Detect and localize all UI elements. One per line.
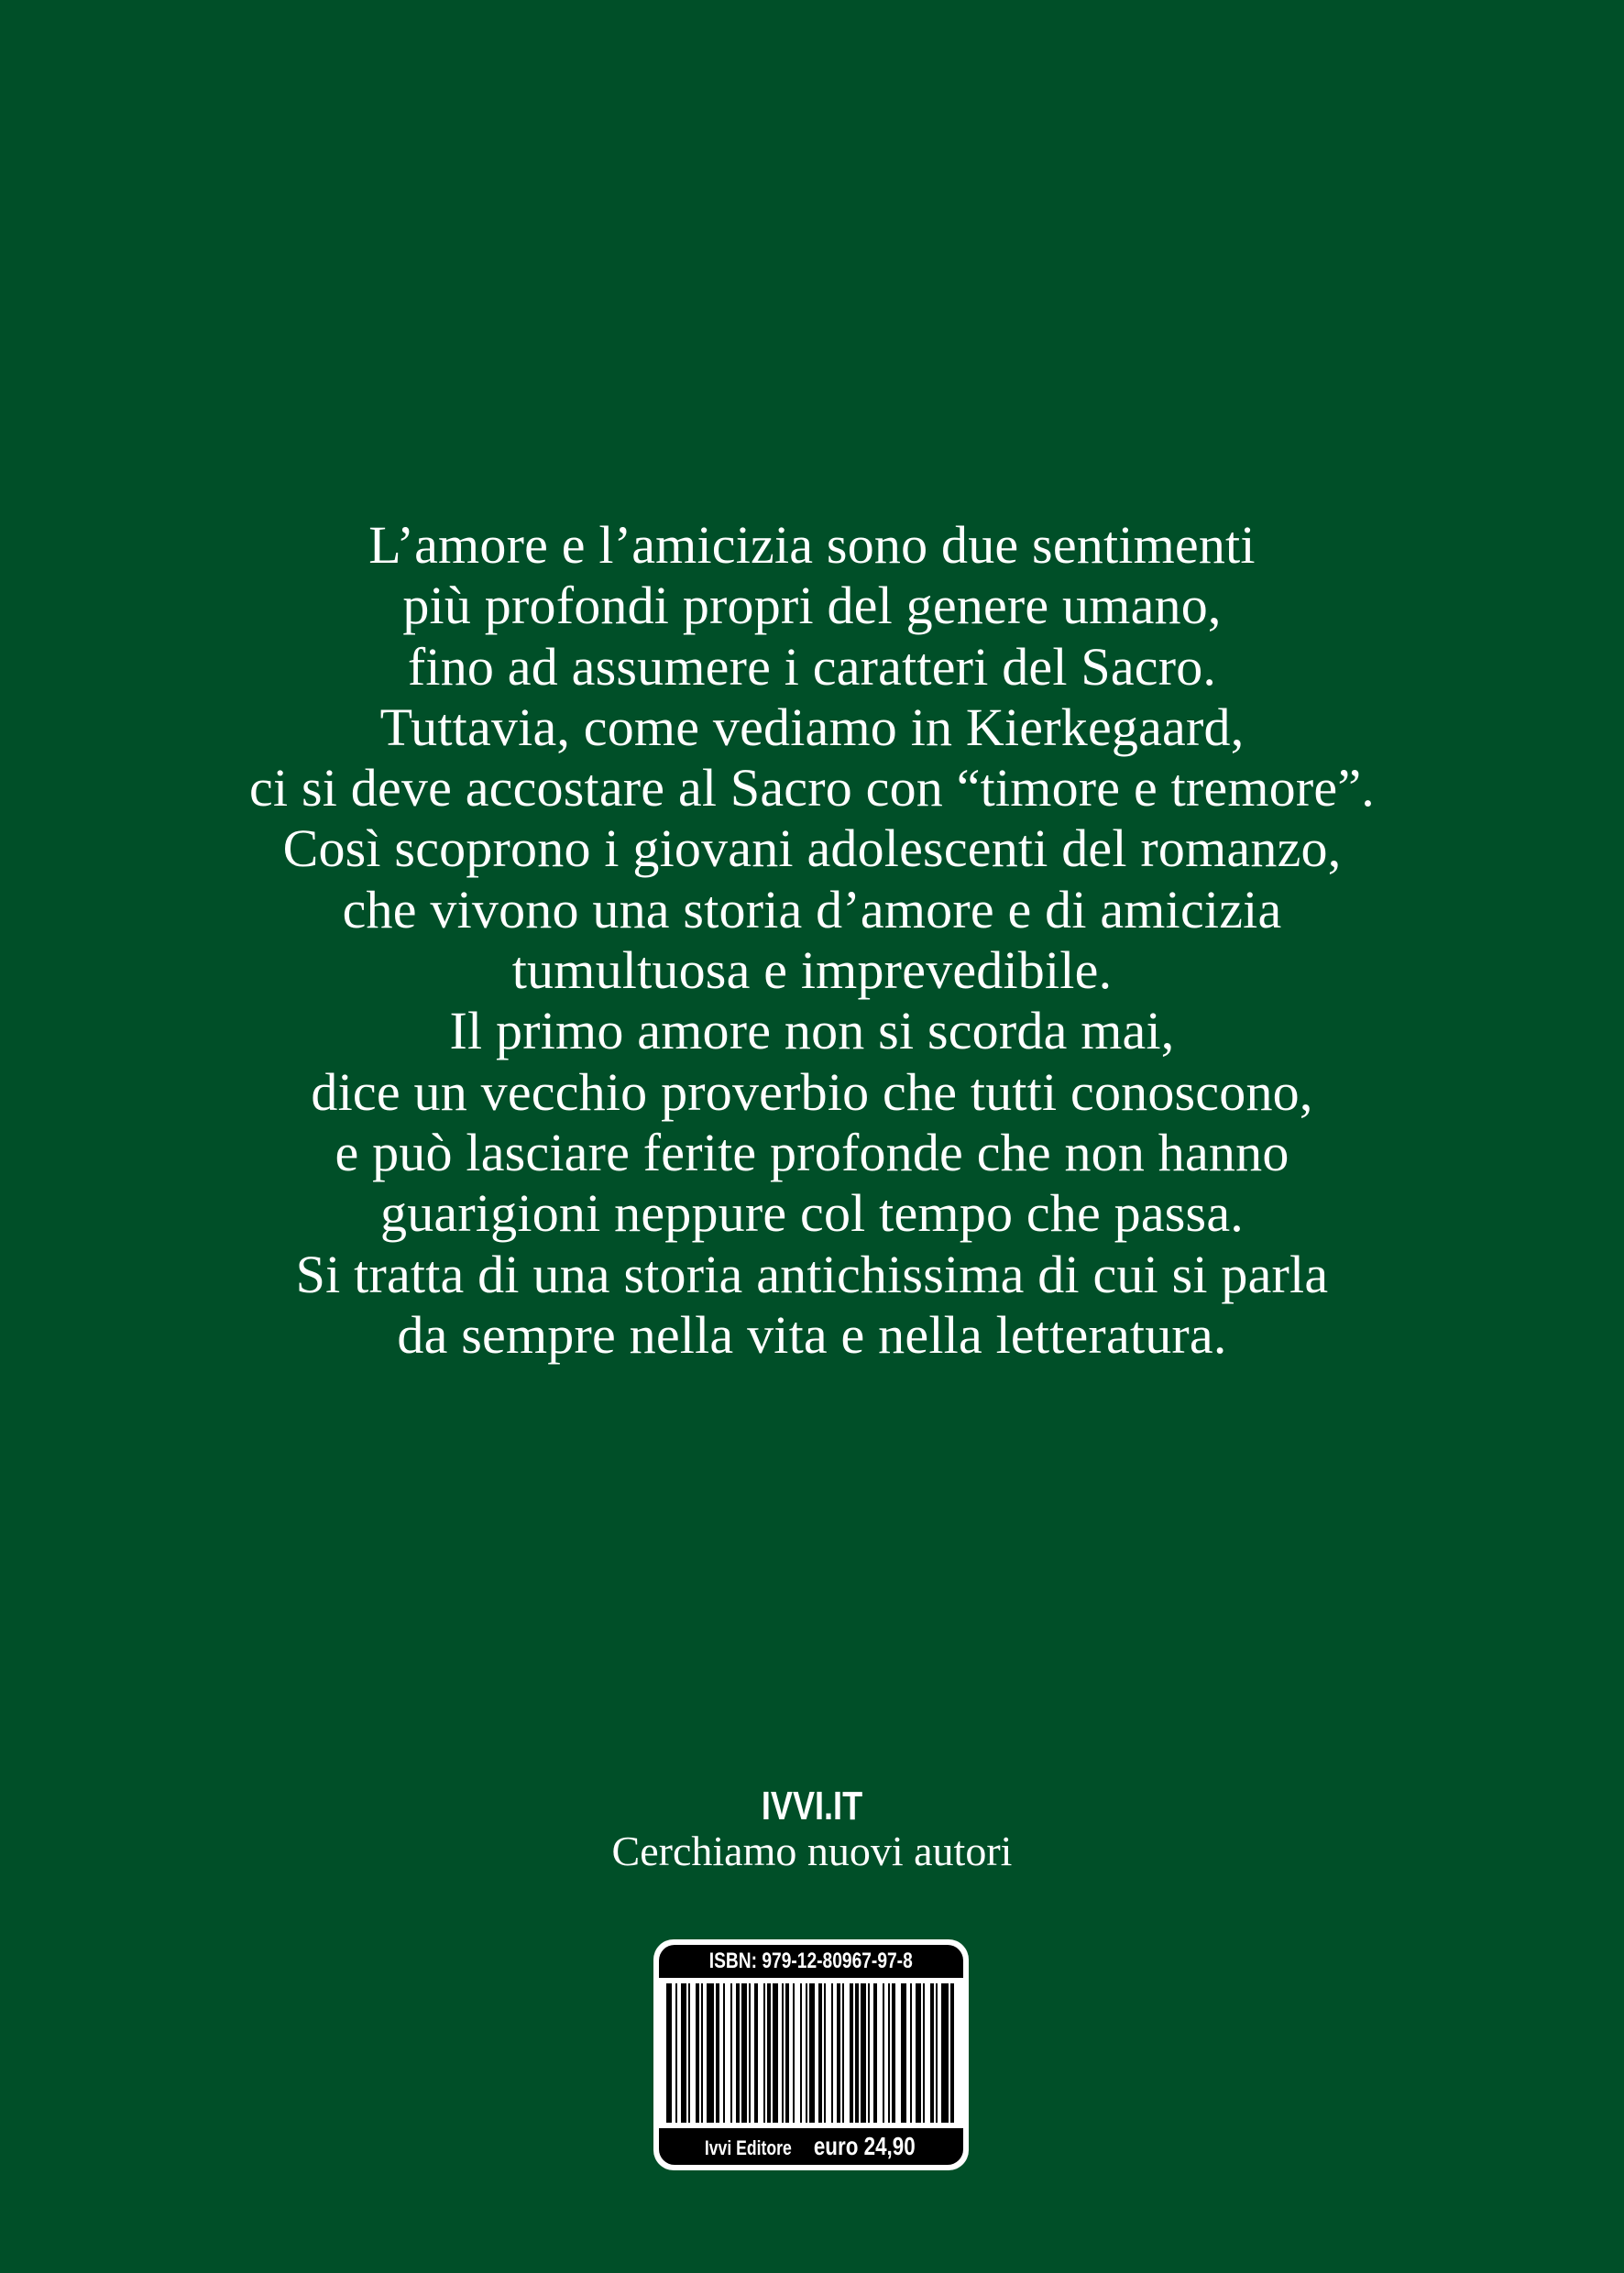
barcode-bar [716,1983,719,2123]
blurb-line: Tuttavia, come vediamo in Kierkegaard, [379,697,1245,757]
barcode-bar [850,1983,853,2123]
back-cover-blurb [0,515,1624,1366]
barcode-bar [916,1983,921,2123]
blurb-line: L’amore e l’amicizia sono due sentimenti [368,515,1256,575]
barcode-bar [782,1983,784,2123]
blurb-line: ci si deve accostare al Sacro con “timore e tremore”. [249,758,1375,818]
barcode-bar [910,1983,912,2123]
barcode-bar [809,1983,815,2123]
barcode-bar [666,1983,672,2123]
price: euro 24,90 [814,2132,916,2160]
barcode-bar [901,1983,906,2123]
barcode-bar [941,1983,949,2123]
barcode-bar [950,1983,954,2123]
blurb-line: da sempre nella vita e nella letteratura. [397,1304,1227,1365]
blurb-line: Il primo amore non si scorda mai, [449,1001,1175,1061]
barcode-bar [707,1983,714,2123]
barcode-bar [888,1983,890,2123]
barcode-bar [773,1983,778,2123]
barcode-bar [831,1983,833,2123]
barcode-bar [923,1983,925,2123]
publisher-name: Ivvi Editore [705,2136,792,2159]
barcode-bar [701,1983,703,2123]
blurb-line: dice un vecchio proverbio che tutti conoscono, [311,1061,1313,1122]
barcode-bar [785,1983,789,2123]
barcode-bar [763,1983,765,2123]
barcode-bar [754,1983,758,2123]
barcode-bar [818,1983,822,2123]
barcode-bar [806,1983,807,2123]
barcode-bar [930,1983,934,2123]
barcode-bar [736,1983,740,2123]
price-band [659,2128,963,2165]
barcode-bar [883,1983,884,2123]
barcode-bar [861,1983,866,2123]
blurb-line: che vivono una storia d’amore e di amicizia [342,879,1282,939]
barcode-bar [675,1983,677,2123]
barcode-bar [723,1983,725,2123]
barcode-icon [659,1978,963,2128]
barcode-bar [873,1983,877,2123]
publisher-site: IVVI.IT [761,1784,863,1828]
barcode-frame [659,1945,963,2165]
blurb-line: Si tratta di una storia antichissima di cui si parla [295,1244,1329,1304]
barcode-bar [868,1983,870,2123]
barcode-label [653,1939,969,2170]
barcode-bar [936,1983,938,2123]
blurb-line: Così scoprono i giovani adolescenti del romanzo, [282,818,1342,879]
blurb-line: e può lasciare ferite profonde che non hanno [335,1122,1289,1182]
isbn-band [659,1945,963,1978]
barcode-bar [767,1983,771,2123]
barcode-bar [793,1983,795,2123]
barcode-bar [824,1983,826,2123]
barcode-bar [696,1983,699,2123]
barcode-bar [892,1983,895,2123]
blurb-line: più profondi propri del genere umano, [402,576,1222,636]
barcode-bar [741,1983,747,2123]
blurb-line: fino ad assumere i caratteri del Sacro. [407,636,1217,697]
blurb-line: tumultuosa e imprevedibile. [511,940,1113,1001]
barcode-bar [749,1983,751,2123]
isbn-text: ISBN: 979-12-80967-97-8 [709,1949,913,1973]
barcode-bar [855,1983,859,2123]
barcode-bar [688,1983,690,2123]
barcode-bar [730,1983,732,2123]
barcode-bar [800,1983,802,2123]
barcode-bars-area [659,1978,963,2128]
blurb-line: guarigioni neppure col tempo che passa. [380,1183,1244,1244]
barcode-bar [681,1983,686,2123]
barcode-bar [842,1983,844,2123]
barcode-bar [837,1983,840,2123]
publisher-slogan: Cerchiamo nuovi autori [611,1828,1013,1874]
